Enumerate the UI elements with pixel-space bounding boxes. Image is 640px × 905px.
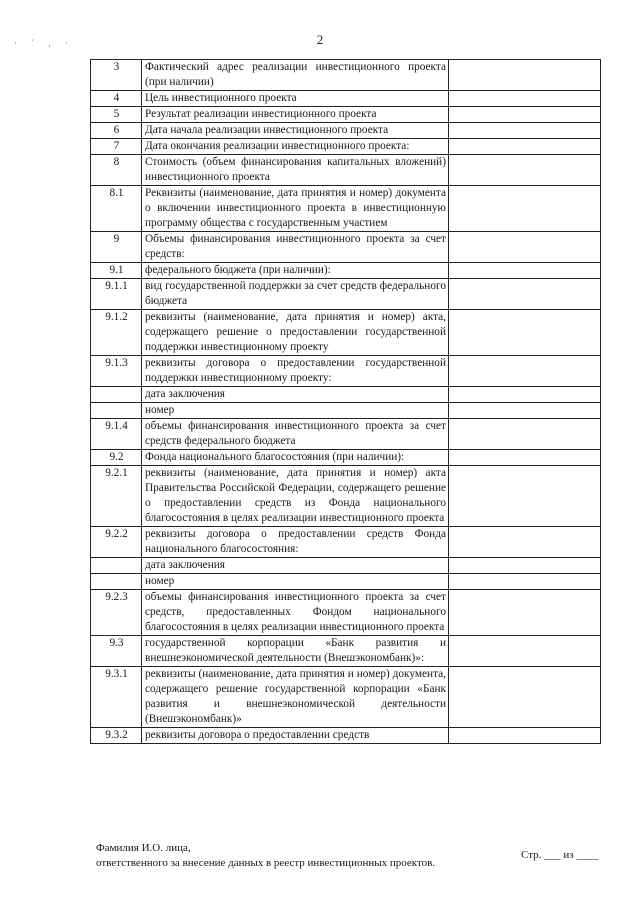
row-description: реквизиты договора о предоставлении государственной поддержки инвестиционному проекту:: [142, 356, 449, 387]
row-number: [91, 403, 142, 419]
row-number: 9.2.2: [91, 527, 142, 558]
row-value-cell[interactable]: [449, 139, 601, 155]
row-description: Объемы финансирования инвестиционного проекта за счет средств:: [142, 232, 449, 263]
row-description: государственной корпорации «Банк развития и внешнеэкономической деятельности (Внешэкономбанк)»:: [142, 636, 449, 667]
row-number: 6: [91, 123, 142, 139]
row-description: Фонда национального благосостояния (при наличии):: [142, 450, 449, 466]
row-number: 9.1.1: [91, 279, 142, 310]
table-row: [91, 263, 601, 279]
row-description: объемы финансирования инвестиционного проекта за счет средств федерального бюджета: [142, 419, 449, 450]
row-description: Цель инвестиционного проекта: [142, 91, 449, 107]
table-row: [91, 450, 601, 466]
row-number: 9.1: [91, 263, 142, 279]
table-row: [91, 232, 601, 263]
row-number: [91, 558, 142, 574]
row-number: 9.3.2: [91, 728, 142, 744]
table-row: [91, 91, 601, 107]
table-row: [91, 466, 601, 527]
scan-marks: · ˊ , ·: [14, 38, 74, 48]
footer-name-line: Фамилия И.О. лица,: [96, 842, 191, 854]
row-description: Фактический адрес реализации инвестиционного проекта (при наличии): [142, 60, 449, 91]
table-row: [91, 667, 601, 728]
table-row: [91, 574, 601, 590]
row-description: реквизиты (наименование, дата принятия и номер) акта Правительства Российской Федерации, содержащего решение о предоставлении средств из Фонда национального благосостояния в целях реализации инвестиционного проекта: [142, 466, 449, 527]
row-value-cell[interactable]: [449, 403, 601, 419]
row-value-cell[interactable]: [449, 450, 601, 466]
table-row: [91, 155, 601, 186]
table-row: [91, 558, 601, 574]
table-row: [91, 279, 601, 310]
row-number: 9.1.4: [91, 419, 142, 450]
row-value-cell[interactable]: [449, 107, 601, 123]
table-row: [91, 310, 601, 356]
table-row: [91, 107, 601, 123]
row-description: реквизиты (наименование, дата принятия и номер) акта, содержащего решение о предоставлении государственной поддержки инвестиционному проекту: [142, 310, 449, 356]
row-value-cell[interactable]: [449, 186, 601, 232]
investment-register-table: [90, 59, 601, 744]
row-number: 9.3: [91, 636, 142, 667]
row-value-cell[interactable]: [449, 558, 601, 574]
table-row: [91, 186, 601, 232]
table-row: [91, 636, 601, 667]
responsible-person-footer: [96, 841, 435, 871]
row-description: объемы финансирования инвестиционного проекта за счет средств, предоставленных Фондом национального благосостояния в целях реализации инвестиционного проекта: [142, 590, 449, 636]
row-value-cell[interactable]: [449, 155, 601, 186]
row-value-cell[interactable]: [449, 574, 601, 590]
table-row: [91, 419, 601, 450]
table-row: [91, 403, 601, 419]
table-row: [91, 387, 601, 403]
table-row: [91, 356, 601, 387]
row-number: 8.1: [91, 186, 142, 232]
row-number: 9: [91, 232, 142, 263]
row-number: 9.2.1: [91, 466, 142, 527]
row-number: 3: [91, 60, 142, 91]
row-value-cell[interactable]: [449, 356, 601, 387]
row-value-cell[interactable]: [449, 60, 601, 91]
row-number: 9.3.1: [91, 667, 142, 728]
row-description: номер: [142, 574, 449, 590]
row-description: Дата окончания реализации инвестиционного проекта:: [142, 139, 449, 155]
row-description: дата заключения: [142, 387, 449, 403]
row-description: дата заключения: [142, 558, 449, 574]
table-row: [91, 123, 601, 139]
row-value-cell[interactable]: [449, 419, 601, 450]
page-counter: Стр. ___ из ____: [521, 849, 599, 861]
row-value-cell[interactable]: [449, 387, 601, 403]
table-row: [91, 590, 601, 636]
row-value-cell[interactable]: [449, 310, 601, 356]
row-value-cell[interactable]: [449, 279, 601, 310]
row-description: реквизиты договора о предоставлении средств: [142, 728, 449, 744]
table-row: [91, 728, 601, 744]
footer-role-line: ответственного за внесение данных в реестр инвестиционных проектов.: [96, 857, 436, 869]
row-description: Стоимость (объем финансирования капитальных вложений) инвестиционного проекта: [142, 155, 449, 186]
row-number: [91, 574, 142, 590]
row-value-cell[interactable]: [449, 590, 601, 636]
row-description: федерального бюджета (при наличии):: [142, 263, 449, 279]
row-number: 9.1.2: [91, 310, 142, 356]
row-number: 7: [91, 139, 142, 155]
table-row: [91, 139, 601, 155]
row-value-cell[interactable]: [449, 527, 601, 558]
row-value-cell[interactable]: [449, 636, 601, 667]
row-number: 9.2: [91, 450, 142, 466]
row-number: 9.2.3: [91, 590, 142, 636]
row-value-cell[interactable]: [449, 466, 601, 527]
row-description: реквизиты договора о предоставлении средств Фонда национального благосостояния:: [142, 527, 449, 558]
table-row: [91, 60, 601, 91]
row-description: Результат реализации инвестиционного проекта: [142, 107, 449, 123]
row-value-cell[interactable]: [449, 232, 601, 263]
row-number: 8: [91, 155, 142, 186]
row-number: 5: [91, 107, 142, 123]
row-description: Дата начала реализации инвестиционного проекта: [142, 123, 449, 139]
row-value-cell[interactable]: [449, 263, 601, 279]
row-number: [91, 387, 142, 403]
row-number: 9.1.3: [91, 356, 142, 387]
row-description: Реквизиты (наименование, дата принятия и номер) документа о включении инвестиционного проекта в инвестиционную программу общества с государственным участием: [142, 186, 449, 232]
row-value-cell[interactable]: [449, 728, 601, 744]
row-description: номер: [142, 403, 449, 419]
row-description: реквизиты (наименование, дата принятия и номер) документа, содержащего решение государственной корпорации «Банк развития и внешнеэкономической деятельности (Внешэкономбанк)»: [142, 667, 449, 728]
page-number: 2: [316, 32, 324, 47]
table-row: [91, 527, 601, 558]
row-number: 4: [91, 91, 142, 107]
row-value-cell[interactable]: [449, 123, 601, 139]
row-description: вид государственной поддержки за счет средств федерального бюджета: [142, 279, 449, 310]
row-value-cell[interactable]: [449, 91, 601, 107]
row-value-cell[interactable]: [449, 667, 601, 728]
